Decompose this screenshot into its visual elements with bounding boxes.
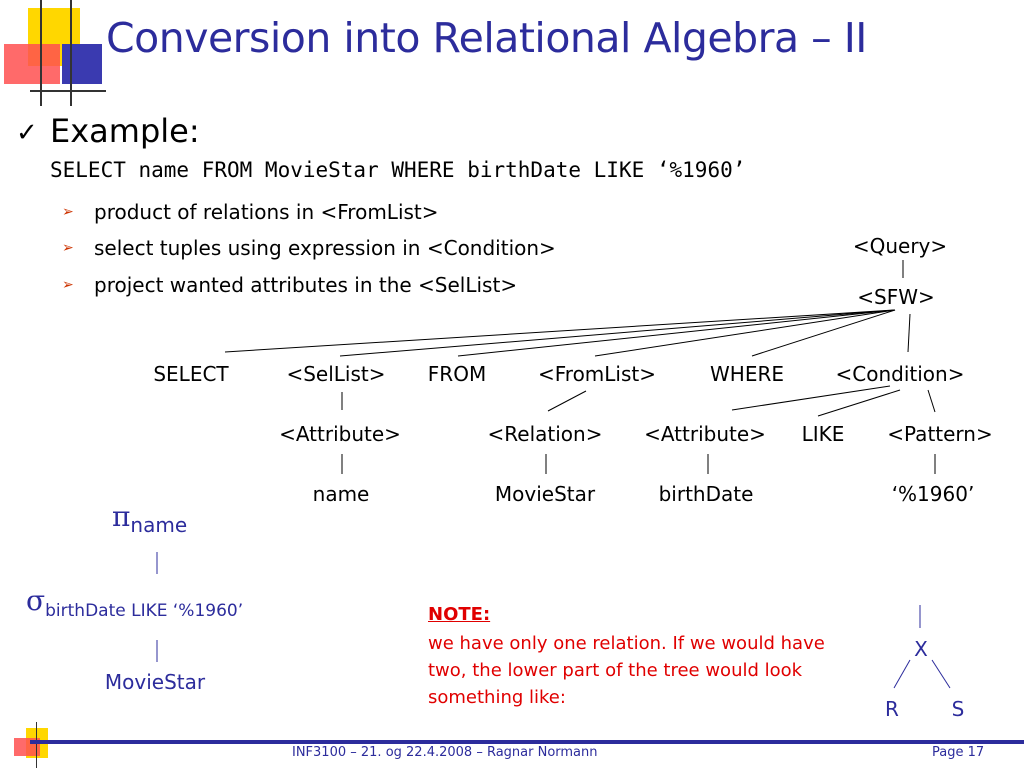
relation-node: MovieStar bbox=[104, 670, 206, 694]
checkmark-icon: ✓ bbox=[16, 118, 38, 148]
tree-node-pattern: <Pattern> bbox=[887, 422, 993, 446]
bullet-text: project wanted attributes in the <SelList> bbox=[94, 273, 518, 297]
arrow-bullet-icon: ➢ bbox=[62, 204, 74, 220]
arrow-bullet-icon: ➢ bbox=[62, 240, 74, 256]
tree-node-query: <Query> bbox=[852, 234, 948, 258]
selection-node bbox=[26, 584, 244, 621]
slide-title: Conversion into Relational Algebra – II bbox=[106, 14, 867, 62]
tree-node-attribute: <Attribute> bbox=[644, 422, 766, 446]
tree-node-condition: <Condition> bbox=[835, 362, 965, 386]
projection-node bbox=[112, 500, 188, 537]
arrow-bullet-icon: ➢ bbox=[62, 277, 74, 293]
product-op: X bbox=[914, 637, 928, 661]
example-label: Example: bbox=[50, 112, 200, 150]
tree-leaf-birthdate: birthDate bbox=[658, 482, 754, 506]
tree-node-sfw: <SFW> bbox=[857, 285, 935, 309]
tree-node-like: LIKE bbox=[801, 422, 845, 446]
sigma-symbol: σ bbox=[26, 584, 46, 617]
tree-node-relation: <Relation> bbox=[487, 422, 603, 446]
pi-symbol: π bbox=[112, 500, 131, 533]
product-left: R bbox=[885, 697, 899, 721]
tree-node-attribute: <Attribute> bbox=[279, 422, 401, 446]
footer-divider bbox=[30, 740, 1024, 744]
tree-node-from: FROM bbox=[427, 362, 487, 386]
tree-node-sellist: <SelList> bbox=[286, 362, 386, 386]
note-heading: NOTE: bbox=[428, 604, 491, 625]
pi-subscript: name bbox=[130, 513, 188, 537]
page-number: Page 17 bbox=[932, 745, 985, 760]
tree-node-select: SELECT bbox=[153, 362, 229, 386]
tree-leaf-name: name bbox=[312, 482, 370, 506]
tree-leaf-moviestar: MovieStar bbox=[494, 482, 596, 506]
bullet-text: select tuples using expression in <Condition> bbox=[94, 236, 556, 260]
footer-left-text: INF3100 – 21. og 22.4.2008 – Ragnar Normann bbox=[292, 745, 598, 760]
product-right: S bbox=[951, 697, 965, 721]
tree-leaf-pattern-value: ‘%1960’ bbox=[891, 482, 975, 506]
tree-node-where: WHERE bbox=[710, 362, 784, 386]
footer-decor-vline bbox=[36, 722, 37, 768]
sql-query: SELECT name FROM MovieStar WHERE birthDate LIKE ‘%1960’ bbox=[50, 158, 746, 182]
tree-node-fromlist: <FromList> bbox=[537, 362, 657, 386]
note-body: we have only one relation. If we would have two, the lower part of the tree would look something like: bbox=[428, 633, 825, 708]
sigma-subscript: birthDate LIKE ‘%1960’ bbox=[45, 601, 244, 621]
bullet-text: product of relations in <FromList> bbox=[94, 200, 439, 224]
